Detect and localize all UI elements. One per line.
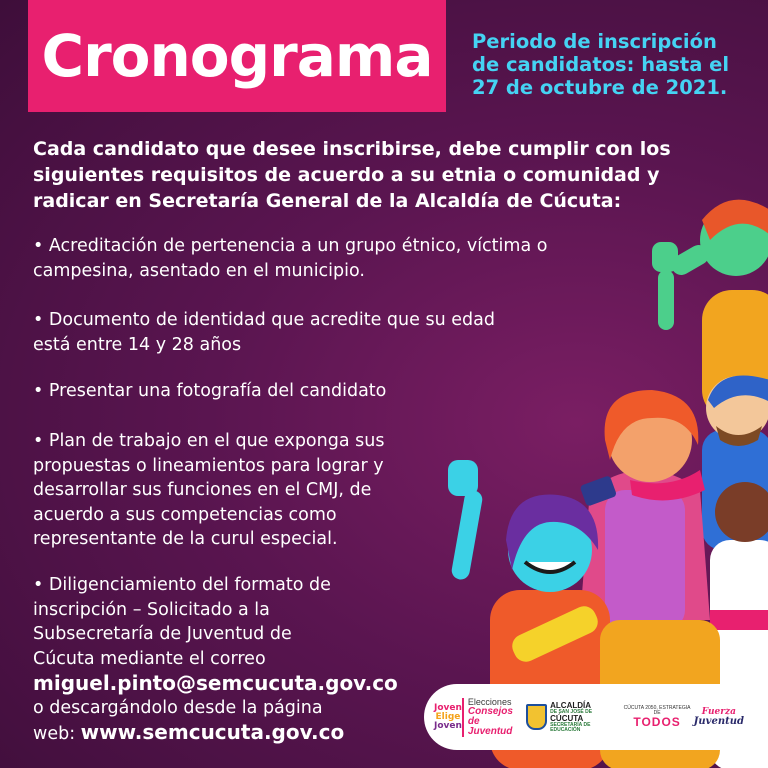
- requirement-item: [33, 379, 386, 404]
- logo-text: Joven: [434, 702, 462, 713]
- logo-text: Fuerza: [701, 706, 736, 717]
- requirement-line: inscripción – Solicitado a la: [33, 599, 270, 620]
- period-line: de candidatos: hasta el: [472, 53, 730, 76]
- logo-text: ALCALDÍA: [550, 700, 592, 710]
- requirement-line: está entre 14 y 28 años: [33, 334, 242, 355]
- requirement-line: acuerdo a sus competencias como: [33, 504, 337, 525]
- requirement-item: [33, 573, 398, 747]
- web-prefix: web:: [33, 724, 81, 744]
- partner-logos: [424, 684, 754, 750]
- fuerza-juventud-logo: [694, 708, 744, 727]
- website-link[interactable]: www.semcucuta.gov.co: [80, 720, 345, 744]
- requirement-line: campesina, asentado en el municipio.: [33, 260, 365, 281]
- cucuta-todos-logo: [620, 706, 693, 728]
- intro-line: siguientes requisitos de acuerdo a su etnia o comunidad y: [33, 164, 660, 186]
- web-line: [33, 720, 398, 747]
- logo-text: DE SAN JOSÉ DE: [550, 708, 593, 715]
- requirement-line: • Presentar una fotografía del candidato: [33, 381, 387, 401]
- requirement-line: representante de la curul especial.: [33, 529, 338, 549]
- requirement-line: Cúcuta mediante el correo: [33, 648, 266, 669]
- character-orange-hair: [580, 390, 710, 630]
- alcaldia-cucuta-logo: [526, 702, 621, 733]
- requirement-line: • Plan de trabajo en el que exponga sus: [33, 431, 385, 451]
- elecciones-consejos-logo: [462, 698, 526, 737]
- title-banner: [28, 0, 446, 112]
- logo-text: Juventud: [693, 715, 744, 727]
- requirement-line: Subsecretaría de Juventud de: [33, 624, 292, 644]
- logo-text: Elige: [435, 711, 461, 722]
- raised-fist-icon: [652, 242, 678, 330]
- requirement-line: desarrollar sus funciones en el CMJ, de: [33, 480, 372, 500]
- requirement-item: [33, 308, 495, 357]
- logo-text: TODOS: [633, 715, 681, 729]
- logo-text: Consejos: [467, 705, 513, 717]
- requirement-line: propuestas o lineamientos para lograr y: [33, 455, 384, 476]
- logo-text: de Juventud: [467, 715, 513, 737]
- youth-group-illustration: [440, 190, 768, 768]
- coat-of-arms-icon: [526, 704, 548, 730]
- contact-email[interactable]: miguel.pinto@semcucuta.gov.co: [33, 671, 398, 695]
- period-line: 27 de octubre de 2021.: [472, 76, 728, 99]
- requirement-item: [33, 429, 384, 552]
- logo-text: CÚCUTA 2050, ESTRATEGIA DE: [623, 705, 691, 716]
- intro-line: radicar en Secretaría General de la Alcaldía de Cúcuta:: [33, 190, 622, 212]
- requirement-line: • Acreditación de pertenencia a un grupo étnico, víctima o: [33, 236, 548, 256]
- period-line: Periodo de inscripción: [472, 30, 717, 53]
- requirement-line: • Documento de identidad que acredite que su edad: [33, 310, 495, 330]
- waving-hand-icon: [448, 460, 484, 581]
- registration-period: [472, 30, 762, 99]
- intro-line: Cada candidato que desee inscribirse, debe cumplir con los: [33, 138, 671, 160]
- page-title: Cronograma: [41, 22, 433, 90]
- logo-text: SECRETARÍA DE EDUCACIÓN: [550, 721, 591, 733]
- logo-text: Joven: [434, 720, 462, 731]
- requirement-line: • Diligenciamiento del formato de: [33, 575, 331, 595]
- logo-text: Elecciones: [467, 696, 512, 707]
- logo-text: CÚCUTA: [550, 713, 584, 723]
- joven-elige-joven-logo: [434, 704, 462, 731]
- requirement-line: o descargándolo desde la página: [33, 697, 323, 718]
